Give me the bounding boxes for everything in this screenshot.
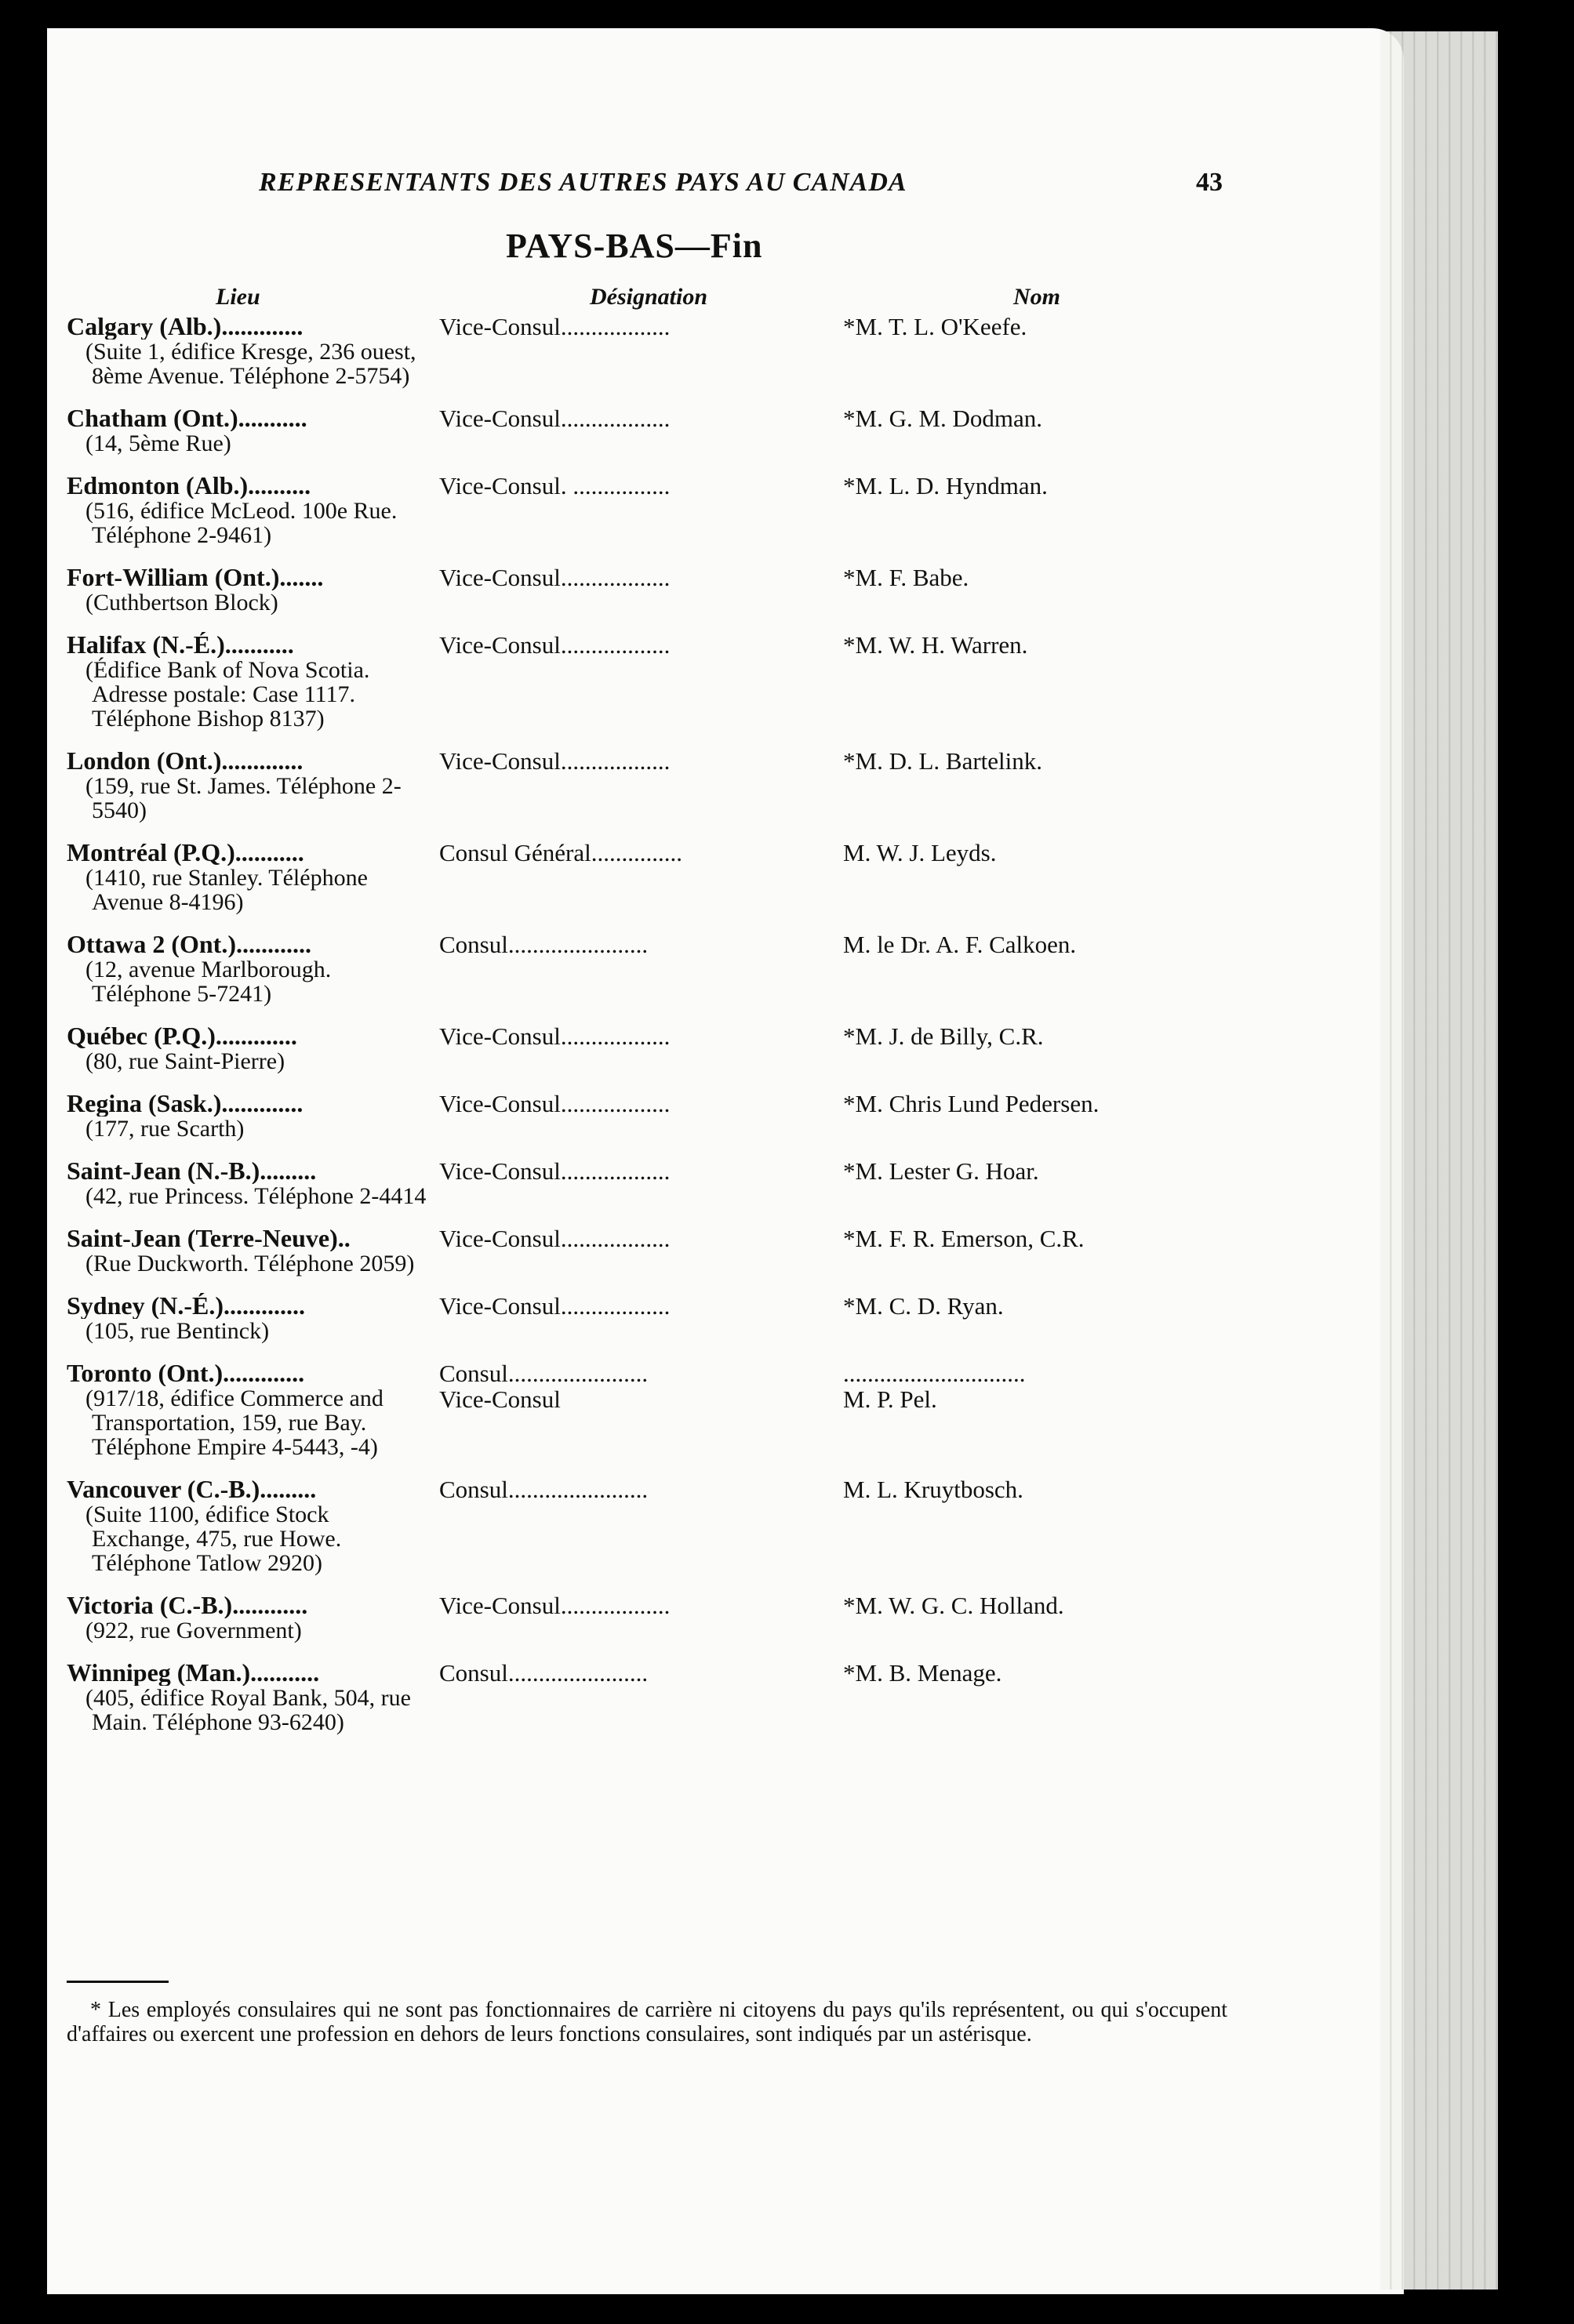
place-name: Ottawa 2 (Ont.)............ — [67, 931, 311, 957]
place-name: Winnipeg (Man.)........... — [67, 1660, 320, 1686]
designation: Vice-Consul.................. — [439, 405, 671, 431]
list-item-london — [67, 748, 1235, 822]
list-item-edmonton — [67, 473, 1235, 547]
list-item-saint-jean-nb — [67, 1158, 1235, 1208]
place-address: (177, rue Scarth) — [85, 1116, 245, 1142]
place-address: (405, édifice Royal Bank, 504, rue Main. Téléphone 93-6240) — [85, 1685, 411, 1735]
place-name: Montréal (P.Q.)........... — [67, 840, 304, 866]
list-item-toronto — [67, 1360, 1235, 1459]
place-name: Regina (Sask.)............. — [67, 1091, 304, 1117]
place-name: Sydney (N.-É.)............. — [67, 1293, 306, 1319]
place-name: London (Ont.)............. — [67, 748, 304, 774]
list-item-chatham — [67, 405, 1235, 456]
place-name: Saint-Jean (N.-B.)......... — [67, 1158, 317, 1184]
name-vice-consul: M. P. Pel. — [843, 1385, 937, 1413]
representative-name: *M. F. R. Emerson, C.R. — [843, 1225, 1085, 1252]
representative-name: *M. T. L. O'Keefe. — [843, 313, 1027, 340]
designation — [439, 1360, 843, 1412]
place-name: Edmonton (Alb.).......... — [67, 473, 311, 499]
representative-name: *M. F. Babe. — [843, 564, 969, 591]
representative-name: M. W. J. Leyds. — [843, 839, 997, 866]
column-header-lieu: Lieu — [216, 284, 260, 310]
column-header-nom: Nom — [1013, 284, 1060, 310]
representative-name: M. L. Kruytbosch. — [843, 1476, 1023, 1503]
representative-name: *M. W. H. Warren. — [843, 631, 1028, 659]
place-address: (516, édifice McLeod. 100e Rue. Téléphone 2-9461) — [85, 498, 398, 548]
place-address: (105, rue Bentinck) — [85, 1318, 270, 1344]
representative-name: *M. W. G. C. Holland. — [843, 1592, 1064, 1619]
list-item-victoria — [67, 1592, 1235, 1643]
representative-name — [843, 1360, 1235, 1412]
footnote-divider — [67, 1981, 169, 1983]
page-number: 43 — [1196, 168, 1223, 197]
list-item-montreal — [67, 840, 1235, 914]
designation-vice-consul: Vice-Consul — [439, 1385, 561, 1412]
place-address: (42, rue Princess. Téléphone 2-4414 — [85, 1183, 427, 1209]
representative-name: *M. D. L. Bartelink. — [843, 747, 1042, 775]
representative-name: *M. C. D. Ryan. — [843, 1292, 1004, 1320]
list-item-regina — [67, 1091, 1235, 1141]
place-address: (Suite 1, édifice Kresge, 236 ouest, 8ème Avenue. Téléphone 2-5754) — [85, 339, 416, 389]
list-item-halifax — [67, 632, 1235, 731]
list-item-sydney — [67, 1293, 1235, 1343]
designation: Consul....................... — [439, 1476, 649, 1502]
designation: Vice-Consul.................. — [439, 632, 671, 658]
designation: Vice-Consul.................. — [439, 1592, 671, 1618]
page-edge-strip — [1380, 31, 1498, 2290]
designation-consul: Consul....................... — [439, 1360, 649, 1387]
place-address: (Édifice Bank of Nova Scotia. Adresse postale: Case 1117. Téléphone Bishop 8137) — [85, 657, 370, 732]
designation: Vice-Consul.................. — [439, 1158, 671, 1184]
place-name: Chatham (Ont.)........... — [67, 405, 307, 431]
designation: Vice-Consul.................. — [439, 1226, 671, 1251]
place-address: (Cuthbertson Block) — [85, 590, 278, 615]
list-item-vancouver — [67, 1476, 1235, 1575]
footnote: * Les employés consulaires qui ne sont pas fonctionnaires de carrière ni citoyens du pays qu'ils représentent, ou qui s'occupent d'affaires ou exercent une profession en dehors de leurs fonctions consulaires, sont indiqués par un astérisque. — [67, 1998, 1227, 2046]
designation: Vice-Consul.................. — [439, 565, 671, 590]
designation: Vice-Consul.................. — [439, 1293, 671, 1319]
list-item-fort-william — [67, 565, 1235, 615]
name-vacant: .............................. — [843, 1360, 1026, 1387]
place-address: (Rue Duckworth. Téléphone 2059) — [85, 1251, 415, 1276]
list-item-calgary — [67, 314, 1235, 388]
representative-name: *M. L. D. Hyndman. — [843, 472, 1048, 499]
section-title: PAYS-BAS—Fin — [506, 227, 763, 265]
representative-name: *M. J. de Billy, C.R. — [843, 1022, 1044, 1050]
place-address: (159, rue St. James. Téléphone 2-5540) — [85, 773, 402, 823]
place-address: (14, 5ème Rue) — [85, 430, 231, 456]
place-name: Toronto (Ont.)............. — [67, 1360, 305, 1386]
list-item-winnipeg — [67, 1660, 1235, 1734]
place-address: (12, avenue Marlborough. Téléphone 5-7241) — [85, 957, 332, 1007]
designation: Vice-Consul. ................ — [439, 473, 671, 499]
place-address: (1410, rue Stanley. Téléphone Avenue 8-4196) — [85, 865, 368, 915]
running-title: REPRESENTANTS DES AUTRES PAYS AU CANADA — [259, 168, 907, 197]
representative-name: M. le Dr. A. F. Calkoen. — [843, 931, 1077, 958]
representative-name: *M. Lester G. Hoar. — [843, 1157, 1039, 1185]
designation: Vice-Consul.................. — [439, 1091, 671, 1117]
representative-name: *M. G. M. Dodman. — [843, 405, 1043, 432]
place-name: Québec (P.Q.)............. — [67, 1023, 297, 1049]
consulate-list — [67, 314, 1235, 1752]
place-name: Halifax (N.-É.)........... — [67, 632, 294, 658]
place-name: Fort-William (Ont.)....... — [67, 565, 324, 590]
representative-name: *M. B. Menage. — [843, 1659, 1002, 1687]
place-name: Calgary (Alb.)............. — [67, 314, 304, 340]
place-name: Victoria (C.-B.)............ — [67, 1592, 308, 1618]
place-name: Saint-Jean (Terre-Neuve).. — [67, 1226, 351, 1251]
designation: Consul....................... — [439, 931, 649, 957]
designation: Consul Général............... — [439, 840, 682, 866]
place-name: Vancouver (C.-B.)......... — [67, 1476, 317, 1502]
list-item-ottawa — [67, 931, 1235, 1006]
list-item-saint-jean-tn — [67, 1226, 1235, 1276]
list-item-quebec — [67, 1023, 1235, 1073]
place-address: (922, rue Government) — [85, 1618, 302, 1643]
place-address: (80, rue Saint-Pierre) — [85, 1048, 285, 1074]
designation: Vice-Consul.................. — [439, 748, 671, 774]
representative-name: *M. Chris Lund Pedersen. — [843, 1090, 1100, 1117]
place-address: (917/18, édifice Commerce and Transportation, 159, rue Bay. Téléphone Empire 4-5443, -4) — [85, 1385, 384, 1460]
designation: Consul....................... — [439, 1660, 649, 1686]
designation: Vice-Consul.................. — [439, 1023, 671, 1049]
column-header-designation: Désignation — [590, 284, 708, 310]
designation: Vice-Consul.................. — [439, 314, 671, 340]
place-address: (Suite 1100, édifice Stock Exchange, 475, rue Howe. Téléphone Tatlow 2920) — [85, 1502, 342, 1576]
